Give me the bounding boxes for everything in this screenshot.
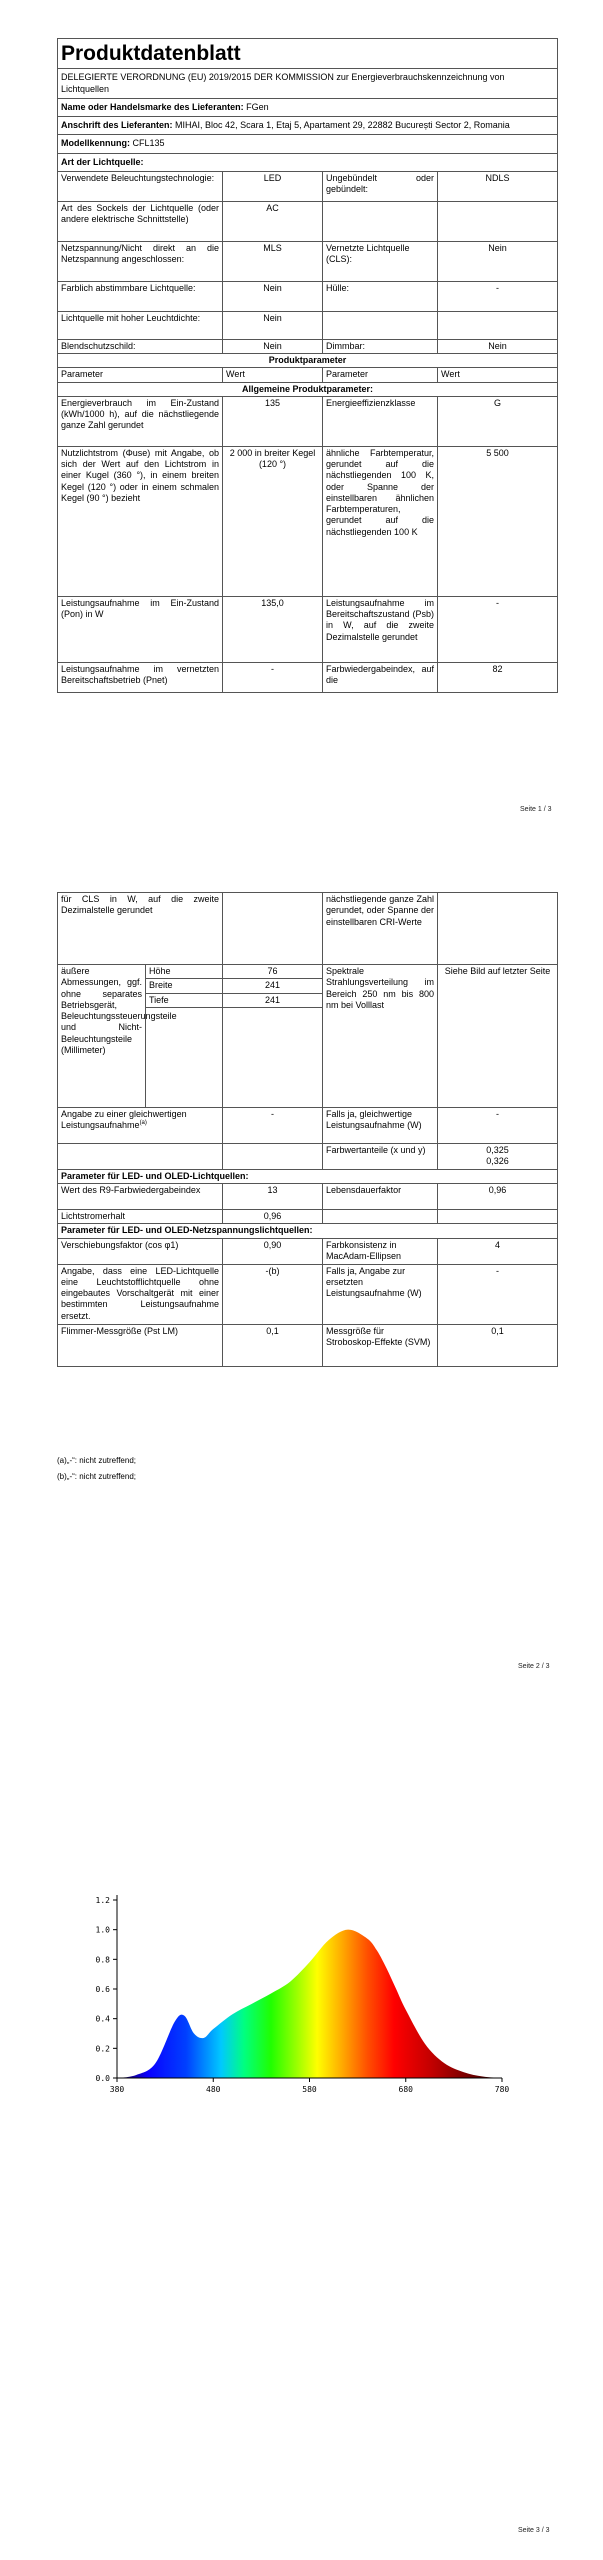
table-cell bbox=[146, 1007, 223, 1107]
x-tick-label: 580 bbox=[302, 2085, 317, 2094]
y-tick-label: 0.2 bbox=[95, 2044, 110, 2054]
table-cell: Vernetzte Lichtquelle (CLS): bbox=[323, 241, 438, 281]
table-cell: Verwendete Beleuchtungstechnologie: bbox=[58, 171, 223, 201]
table-cell: Lebensdauerfaktor bbox=[323, 1184, 438, 1210]
table-cell: Nutzlichtstrom (Φuse) mit Angabe, ob sich der Wert auf den Lichtstrom in einer Kugel (360 °), in einem breiten Kegel (120 °) oder in einem schmalen Kegel (90 °) bezieht bbox=[58, 446, 223, 596]
dimension-value: 241 bbox=[223, 993, 323, 1007]
table-cell: Nein bbox=[438, 339, 558, 353]
table-cell: - bbox=[223, 662, 323, 692]
x-tick-label: 680 bbox=[398, 2085, 413, 2094]
table-cell: Energieeffizienzklasse bbox=[323, 396, 438, 446]
table-cell: 0,1 bbox=[223, 1324, 323, 1366]
table-cell: AC bbox=[223, 201, 323, 241]
x-tick-label: 780 bbox=[494, 2085, 510, 2094]
page-2 bbox=[57, 892, 557, 1367]
table-cell: - bbox=[223, 1107, 323, 1143]
table-cell: Flimmer-Messgröße (Pst LM) bbox=[58, 1324, 223, 1366]
table-cell: LED bbox=[223, 171, 323, 201]
table-cell: Farbwertanteile (x und y) bbox=[323, 1143, 438, 1169]
table-cell bbox=[223, 1143, 323, 1169]
table-cell bbox=[323, 1210, 438, 1224]
address: MIHAI, Bloc 42, Scara 1, Etaj 5, Apartament 29, 22882 București Sector 2, Romania bbox=[175, 120, 510, 130]
equivalent-power-text: Angabe zu einer gleichwertigen Leistungsaufnahme bbox=[61, 1108, 187, 1130]
table-cell bbox=[58, 1143, 223, 1169]
table-cell: G bbox=[438, 396, 558, 446]
table-cell: Angabe, dass eine LED-Lichtquelle eine Leuchtstofflichtquelle ohne eingebautes Vorschaltgerät mit einer bestimmten Leistungsaufnahme ersetzt. bbox=[58, 1264, 223, 1324]
table-cell: 0,1 bbox=[438, 1324, 558, 1366]
table-cell: Energieverbrauch im Ein-Zustand (kWh/1000 h), auf die nächstliegende ganze Zahl gerundet bbox=[58, 396, 223, 446]
table-cell: Falls ja, gleichwertige Leistungsaufnahme (W) bbox=[323, 1107, 438, 1143]
table-cell: - bbox=[438, 1264, 558, 1324]
table-cell: Nein bbox=[438, 241, 558, 281]
chromaticity-y: 0,326 bbox=[486, 1156, 509, 1166]
spectrum-area bbox=[117, 1930, 502, 2078]
page-footer: Seite 3 / 3 bbox=[518, 2527, 550, 2534]
table-cell: 4 bbox=[438, 1238, 558, 1264]
table-cell: Leistungsaufnahme im Bereitschaftszustand (Psb) in W, auf die zweite Dezimalstelle gerundet bbox=[323, 596, 438, 662]
y-tick-label: 1.0 bbox=[95, 1925, 110, 1935]
table-cell: Lichtstromerhalt bbox=[58, 1210, 223, 1224]
table-cell: Art des Sockels der Lichtquelle (oder andere elektrische Schnittstelle) bbox=[58, 201, 223, 241]
table-cell: 5 500 bbox=[438, 446, 558, 596]
page-footer: Seite 2 / 3 bbox=[518, 1663, 550, 1670]
spectral-distribution-chart bbox=[57, 1880, 557, 2100]
led-params-header: Parameter für LED- und OLED-Lichtquellen: bbox=[58, 1169, 558, 1183]
supplier-name: FGen bbox=[246, 101, 269, 112]
dimension-value: 241 bbox=[223, 979, 323, 993]
table-cell: ähnliche Farbtemperatur, gerundet auf die nächstliegenden 100 K, oder Spanne der einstellbaren ähnlichen Farbtemperaturen, gerundet auf die nächstliegenden 100 K bbox=[323, 446, 438, 596]
x-tick-label: 380 bbox=[109, 2085, 125, 2094]
supplier-name-row bbox=[58, 98, 558, 116]
table-cell: 0,96 bbox=[223, 1210, 323, 1224]
table-cell: Nein bbox=[223, 281, 323, 311]
dimension-name: Breite bbox=[146, 979, 223, 993]
general-params-header: Allgemeine Produktparameter: bbox=[58, 382, 558, 396]
footnote-b: (b)„-“: nicht zutreffend; bbox=[57, 1472, 136, 1481]
model-row bbox=[58, 135, 558, 153]
table-cell: Verschiebungsfaktor (cos φ1) bbox=[58, 1238, 223, 1264]
column-header: Parameter bbox=[323, 368, 438, 382]
plot-area bbox=[96, 1895, 510, 2094]
table-cell: nächstliegende ganze Zahl gerundet, oder Spanne der einstellbaren CRI-Werte bbox=[323, 893, 438, 965]
table-cell: Farblich abstimmbare Lichtquelle: bbox=[58, 281, 223, 311]
table-cell: Dimmbar: bbox=[323, 339, 438, 353]
page-footer: Seite 1 / 3 bbox=[520, 806, 552, 813]
table-cell bbox=[223, 1007, 323, 1107]
table-cell: - bbox=[438, 596, 558, 662]
table-cell bbox=[438, 1210, 558, 1224]
table-cell: Leistungsaufnahme im vernetzten Bereitschaftsbetrieb (Pnet) bbox=[58, 662, 223, 692]
table-cell bbox=[438, 201, 558, 241]
table-cell: Ungebündelt oder gebündelt: bbox=[323, 171, 438, 201]
supplier-name-label: Name oder Handelsmarke des Lieferanten: bbox=[61, 101, 244, 112]
chromaticity-values bbox=[438, 1143, 558, 1169]
table-cell: Leistungsaufnahme im Ein-Zustand (Pon) in W bbox=[58, 596, 223, 662]
table-cell: Farbwiedergabeindex, auf die bbox=[323, 662, 438, 692]
dimension-name: Höhe bbox=[146, 965, 223, 979]
type-header: Art der Lichtquelle: bbox=[58, 153, 558, 171]
table-cell: für CLS in W, auf die zweite Dezimalstelle gerundet bbox=[58, 893, 223, 965]
table-cell: 82 bbox=[438, 662, 558, 692]
address-label: Anschrift des Lieferanten: bbox=[61, 120, 173, 130]
table-cell bbox=[438, 893, 558, 965]
dimension-name: Tiefe bbox=[146, 993, 223, 1007]
y-tick-label: 0.4 bbox=[95, 2014, 110, 2024]
regulation-text: DELEGIERTE VERORDNUNG (EU) 2019/2015 DER KOMMISSION zur Energieverbrauchskennzeichnung von Lichtquellen bbox=[58, 69, 558, 99]
table-cell: -(b) bbox=[223, 1264, 323, 1324]
footnote-a: (a)„-“: nicht zutreffend; bbox=[57, 1456, 136, 1465]
y-tick-label: 0.6 bbox=[95, 1985, 110, 1994]
y-tick-label: 0.8 bbox=[95, 1955, 110, 1965]
table-cell: Farbkonsistenz in MacAdam-Ellipsen bbox=[323, 1238, 438, 1264]
page-1 bbox=[57, 38, 557, 693]
spectral-value: Siehe Bild auf letzter Seite bbox=[438, 965, 558, 1108]
table-cell: NDLS bbox=[438, 171, 558, 201]
table-cell: - bbox=[438, 1107, 558, 1143]
model: CFL135 bbox=[132, 138, 165, 149]
table-cell: 13 bbox=[223, 1184, 323, 1210]
dimension-value: 76 bbox=[223, 965, 323, 979]
table-cell bbox=[323, 311, 438, 339]
table-cell bbox=[223, 893, 323, 965]
table-cell bbox=[323, 201, 438, 241]
table-cell: 135 bbox=[223, 396, 323, 446]
table-cell: 0,90 bbox=[223, 1238, 323, 1264]
table-cell: Wert des R9-Farbwiedergabeindex bbox=[58, 1184, 223, 1210]
x-tick-label: 480 bbox=[206, 2085, 221, 2094]
model-label: Modellkennung: bbox=[61, 138, 130, 149]
chromaticity-x: 0,325 bbox=[486, 1144, 509, 1155]
table-cell bbox=[438, 311, 558, 339]
product-params-header: Produktparameter bbox=[58, 354, 558, 368]
table-cell: Blendschutzschild: bbox=[58, 339, 223, 353]
table-cell: Falls ja, Angabe zur ersetzten Leistungsaufnahme (W) bbox=[323, 1264, 438, 1324]
table-cell: Nein bbox=[223, 339, 323, 353]
table-cell: Netzspannung/Nicht direkt an die Netzspannung angeschlossen: bbox=[58, 241, 223, 281]
footnote-ref: (a) bbox=[139, 1120, 147, 1126]
table-cell: 0,96 bbox=[438, 1184, 558, 1210]
product-datasheet-table-continued bbox=[57, 892, 558, 1367]
page-title: Produktdatenblatt bbox=[58, 39, 558, 69]
column-header: Wert bbox=[223, 368, 323, 382]
table-cell: 2 000 in breiter Kegel (120 °) bbox=[223, 446, 323, 596]
table-cell: Messgröße für Stroboskop-Effekte (SVM) bbox=[323, 1324, 438, 1366]
table-cell: Hülle: bbox=[323, 281, 438, 311]
dimensions-label: äußere Abmessungen, ggf. ohne separates Betriebsgerät, Beleuchtungssteuerungsteile und Nicht-Beleuchtungsteile (Millimeter) bbox=[58, 965, 146, 1108]
table-cell: MLS bbox=[223, 241, 323, 281]
table-cell: Nein bbox=[223, 311, 323, 339]
table-cell: Lichtquelle mit hoher Leuchtdichte: bbox=[58, 311, 223, 339]
column-header: Parameter bbox=[58, 368, 223, 382]
y-tick-label: 1.2 bbox=[95, 1896, 110, 1905]
address-row bbox=[58, 117, 558, 135]
product-datasheet-table bbox=[57, 38, 558, 693]
spectral-label: Spektrale Strahlungsverteilung im Bereich 250 nm bis 800 nm bei Volllast bbox=[323, 965, 438, 1108]
mains-params-header: Parameter für LED- und OLED-Netzspannungslichtquellen: bbox=[58, 1224, 558, 1238]
equivalent-power-label bbox=[58, 1107, 223, 1143]
table-cell: - bbox=[438, 281, 558, 311]
table-cell: 135,0 bbox=[223, 596, 323, 662]
y-tick-label: 0.0 bbox=[95, 2074, 110, 2083]
column-header: Wert bbox=[438, 368, 558, 382]
